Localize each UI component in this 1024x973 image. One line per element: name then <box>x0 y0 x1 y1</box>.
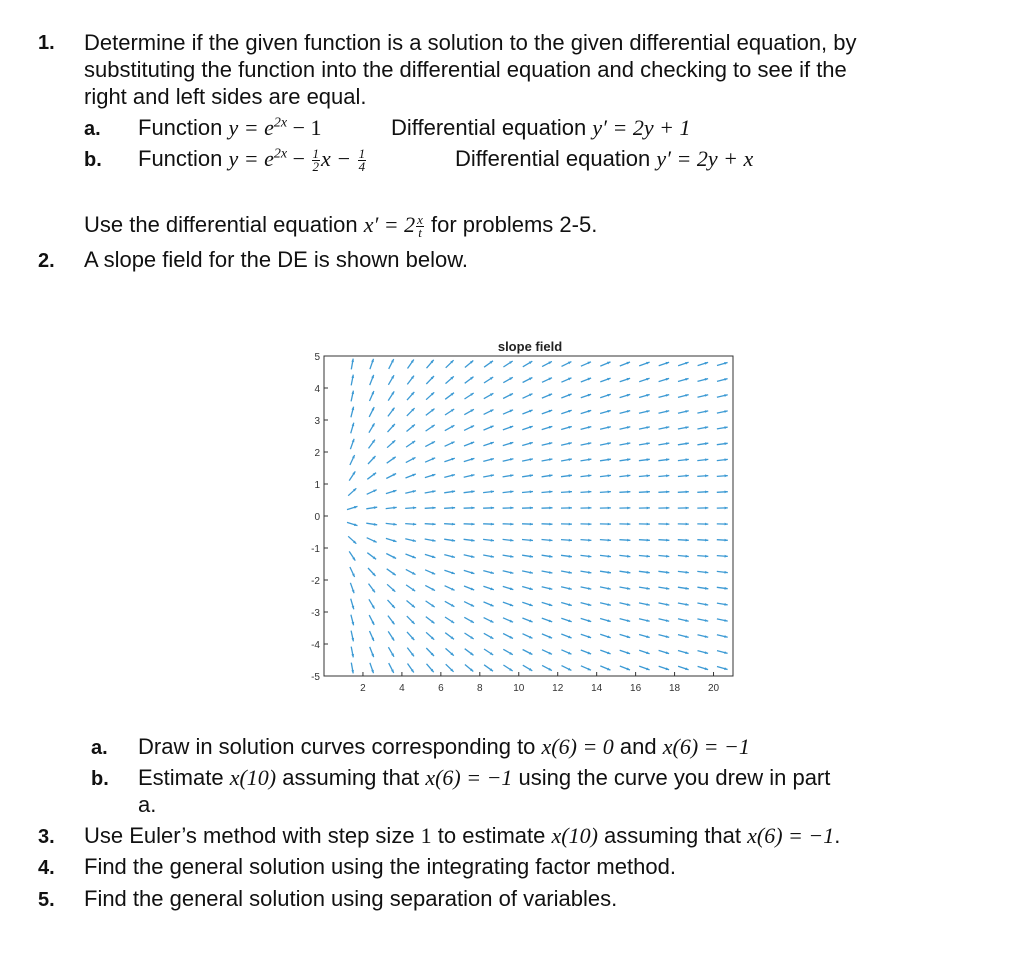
slope-arrowhead <box>549 523 552 526</box>
slope-arrowhead <box>705 474 708 477</box>
intro-line: Use the differential equation x′ = 2 $\frac{x}{t}$ for problems 2-5. <box>84 211 598 240</box>
slope-arrowhead <box>627 378 631 381</box>
slope-arrowhead <box>627 394 631 397</box>
problem-2-number: 2. <box>38 250 55 272</box>
slope-arrowhead <box>510 604 514 607</box>
slope-arrowhead <box>568 394 572 397</box>
slope-arrowhead <box>588 523 591 526</box>
slope-arrowhead <box>471 507 474 510</box>
slope-arrowhead <box>490 587 494 590</box>
slope-arrowhead <box>352 606 355 610</box>
y-tick-label: -3 <box>311 608 320 619</box>
y-tick-label: 3 <box>314 416 320 427</box>
slope-arrowhead <box>725 507 728 510</box>
slope-arrowhead <box>568 636 572 639</box>
problem-1a-function: Function $y = e^{2x} - 1$ <box>138 115 322 140</box>
problem-2-text: A slope field for the DE is shown below. <box>84 247 468 272</box>
slope-arrowhead <box>412 556 416 559</box>
slope-arrowhead <box>686 539 689 542</box>
problem-3-text: Use Euler’s method with step size 1 to estimate x(10) assuming that x(6) = −1. <box>84 823 841 848</box>
slope-arrowhead <box>686 491 689 494</box>
slope-arrowhead <box>549 410 553 413</box>
x-tick-label: 18 <box>669 683 681 694</box>
slope-arrowhead <box>627 539 630 542</box>
problem-1a-equation: Differential equation y′ = 2y + 1 <box>391 115 691 140</box>
plot-frame <box>324 356 733 676</box>
problem-2b-continuation: a. <box>138 792 157 817</box>
problem-5-number: 5. <box>38 889 55 911</box>
slope-arrowhead <box>725 539 728 542</box>
x-tick-label: 20 <box>707 683 720 694</box>
problem-2a-text: Draw in solution curves corresponding to x(6) = 0 and x(6) = −1 <box>138 734 750 759</box>
slope-arrowhead <box>432 507 435 510</box>
slope-arrowhead <box>647 491 650 494</box>
slope-arrowhead <box>666 651 669 654</box>
problem-1a-label: a. <box>84 118 101 140</box>
slope-arrowhead <box>413 523 416 526</box>
slope-arrowhead <box>352 590 355 594</box>
problem-1-line-1: Determine if the given function is a solution to the given differential equation, by <box>84 30 857 55</box>
slope-arrowhead <box>452 507 455 510</box>
slope-arrowhead <box>705 491 708 494</box>
slope-arrowhead <box>705 523 708 526</box>
slope-arrowhead <box>549 426 553 429</box>
problem-1-number: 1. <box>38 32 55 54</box>
slope-arrowhead <box>491 507 494 510</box>
slope-arrowhead <box>451 572 455 575</box>
slope-arrowhead <box>608 523 611 526</box>
slope-arrowhead <box>432 555 436 558</box>
slope-arrowhead <box>471 458 475 461</box>
problem-3-number: 3. <box>38 826 55 848</box>
slope-arrowhead <box>588 635 591 638</box>
slope-arrowhead <box>705 507 708 510</box>
slope-arrowhead <box>413 506 416 509</box>
slope-arrowhead <box>568 619 572 622</box>
slope-arrowhead <box>352 439 355 443</box>
slope-arrowhead <box>627 635 631 638</box>
slope-arrowhead <box>647 507 650 510</box>
slope-arrowhead <box>529 603 532 606</box>
slope-arrowhead <box>588 394 591 397</box>
slope-arrowhead <box>725 474 728 477</box>
slope-arrowhead <box>646 378 650 381</box>
slope-arrowhead <box>608 491 611 494</box>
slope-arrowhead <box>490 426 493 429</box>
slope-arrowhead <box>646 668 650 671</box>
slope-arrowhead <box>725 491 728 494</box>
slope-arrowhead <box>471 571 475 574</box>
x-tick-label: 16 <box>630 683 642 694</box>
slope-arrowhead <box>412 474 416 477</box>
slope-arrowhead <box>530 523 533 526</box>
slope-arrowhead <box>529 426 532 429</box>
slope-arrowhead <box>510 587 514 590</box>
slope-arrowhead <box>705 362 709 365</box>
slope-arrowhead <box>685 667 689 670</box>
slope-arrowhead <box>607 394 611 397</box>
problem-1-line-2: substituting the function into the differential equation and checking to see if the <box>84 57 847 82</box>
slope-arrowhead <box>705 667 709 670</box>
slope-arrowhead <box>705 555 708 558</box>
x-tick-label: 10 <box>513 683 525 694</box>
slope-arrowhead <box>393 490 397 493</box>
slope-arrowhead <box>352 423 355 427</box>
slope-arrowhead <box>549 620 553 623</box>
slope-arrowhead <box>666 523 669 526</box>
slope-arrowhead <box>569 523 572 526</box>
slope-arrowhead <box>393 539 397 542</box>
slope-arrowhead <box>647 539 650 542</box>
slope-arrowhead <box>491 523 494 526</box>
slope-arrowhead <box>471 442 475 445</box>
slope-arrowhead <box>471 523 474 526</box>
x-tick-label: 14 <box>591 683 603 694</box>
slope-arrowhead <box>510 426 514 429</box>
slope-arrowhead <box>569 539 572 542</box>
slope-arrowhead <box>354 523 358 526</box>
slope-field-chart <box>300 335 750 700</box>
problem-1b-label: b. <box>84 149 102 171</box>
slope-arrowhead <box>705 539 708 542</box>
slope-arrowhead <box>666 539 669 542</box>
slope-arrowhead <box>588 619 592 622</box>
y-tick-label: 1 <box>314 480 320 491</box>
slope-arrowhead <box>666 667 670 670</box>
slope-arrowhead <box>371 359 374 363</box>
slope-arrowhead <box>490 604 493 607</box>
slope-arrowhead <box>510 523 513 526</box>
x-tick-label: 12 <box>552 683 564 694</box>
slope-arrowhead <box>588 490 591 493</box>
y-tick-label: 5 <box>314 352 320 363</box>
slope-arrowhead <box>666 491 669 494</box>
slope-arrowhead <box>666 378 669 381</box>
slope-arrowhead <box>588 539 591 542</box>
slope-arrowhead <box>568 410 572 413</box>
slope-arrowhead <box>530 507 533 510</box>
slope-arrowhead <box>666 362 670 365</box>
slope-arrowhead <box>451 458 455 461</box>
y-tick-label: -4 <box>311 640 320 651</box>
slope-arrowhead <box>646 362 650 365</box>
y-tick-label: -5 <box>311 672 320 683</box>
x-tick-label: 6 <box>438 683 444 694</box>
chart-title: slope field <box>497 339 563 354</box>
slope-arrowhead <box>588 507 591 510</box>
slope-arrowhead <box>452 523 455 526</box>
slope-arrowhead <box>607 652 611 655</box>
slope-arrowhead <box>432 474 436 477</box>
problem-1b-function: Function $y = e^{2x}$ − $\frac{1}{2}$ x − $\frac{1}{4}$ <box>138 146 366 175</box>
slope-arrowhead <box>608 539 611 542</box>
problem-2b-text: Estimate x(10) assuming that x(6) = −1 using the curve you drew in part <box>138 765 831 790</box>
x-tick-label: 4 <box>399 683 405 694</box>
slope-arrowhead <box>686 523 689 526</box>
slope-arrowhead <box>471 588 475 591</box>
slope-arrowhead <box>627 651 631 654</box>
x-tick-label: 8 <box>477 683 483 694</box>
y-tick-label: 0 <box>314 512 320 523</box>
slope-arrowhead <box>647 523 650 526</box>
slope-arrowhead <box>666 507 669 510</box>
slope-arrowhead <box>725 555 728 558</box>
y-tick-label: -1 <box>311 544 320 555</box>
slope-arrowhead <box>608 507 611 510</box>
problem-2b-label: b. <box>91 768 109 790</box>
slope-arrowhead <box>686 507 689 510</box>
problem-4-text: Find the general solution using the integrating factor method. <box>84 854 676 879</box>
problem-1b-equation: Differential equation y′ = 2y + x <box>455 146 754 171</box>
slope-arrowhead <box>685 362 689 365</box>
slope-arrowhead <box>607 635 611 638</box>
x-tick-label: 2 <box>360 683 366 694</box>
slope-arrowhead <box>569 507 572 510</box>
y-tick-label: 4 <box>314 384 320 395</box>
slope-arrowhead <box>510 442 514 445</box>
slope-arrowhead <box>646 651 650 654</box>
problem-1-line-3: right and left sides are equal. <box>84 84 367 109</box>
slope-arrowhead <box>588 410 592 413</box>
slope-arrowhead <box>432 523 435 526</box>
slope-arrowhead <box>371 670 374 674</box>
slope-arrowhead <box>588 378 592 381</box>
slope-arrowhead <box>354 506 358 509</box>
slope-arrowhead <box>569 490 572 493</box>
slope-arrowhead <box>627 491 630 494</box>
problem-2a-label: a. <box>91 737 108 759</box>
y-tick-label: -2 <box>311 576 320 587</box>
slope-arrowhead <box>490 442 494 445</box>
problem-5-text: Find the general solution using separation of variables. <box>84 886 618 911</box>
slope-arrowhead <box>627 507 630 510</box>
y-tick-label: 2 <box>314 448 320 459</box>
slope-arrowhead <box>607 378 611 381</box>
slope-arrowhead <box>510 507 513 510</box>
slope-arrowhead <box>627 523 630 526</box>
slope-arrowhead <box>549 507 552 510</box>
slope-arrowhead <box>588 652 592 655</box>
problem-4-number: 4. <box>38 857 55 879</box>
slope-arrowhead <box>725 523 728 526</box>
slope-arrowhead <box>549 603 553 606</box>
